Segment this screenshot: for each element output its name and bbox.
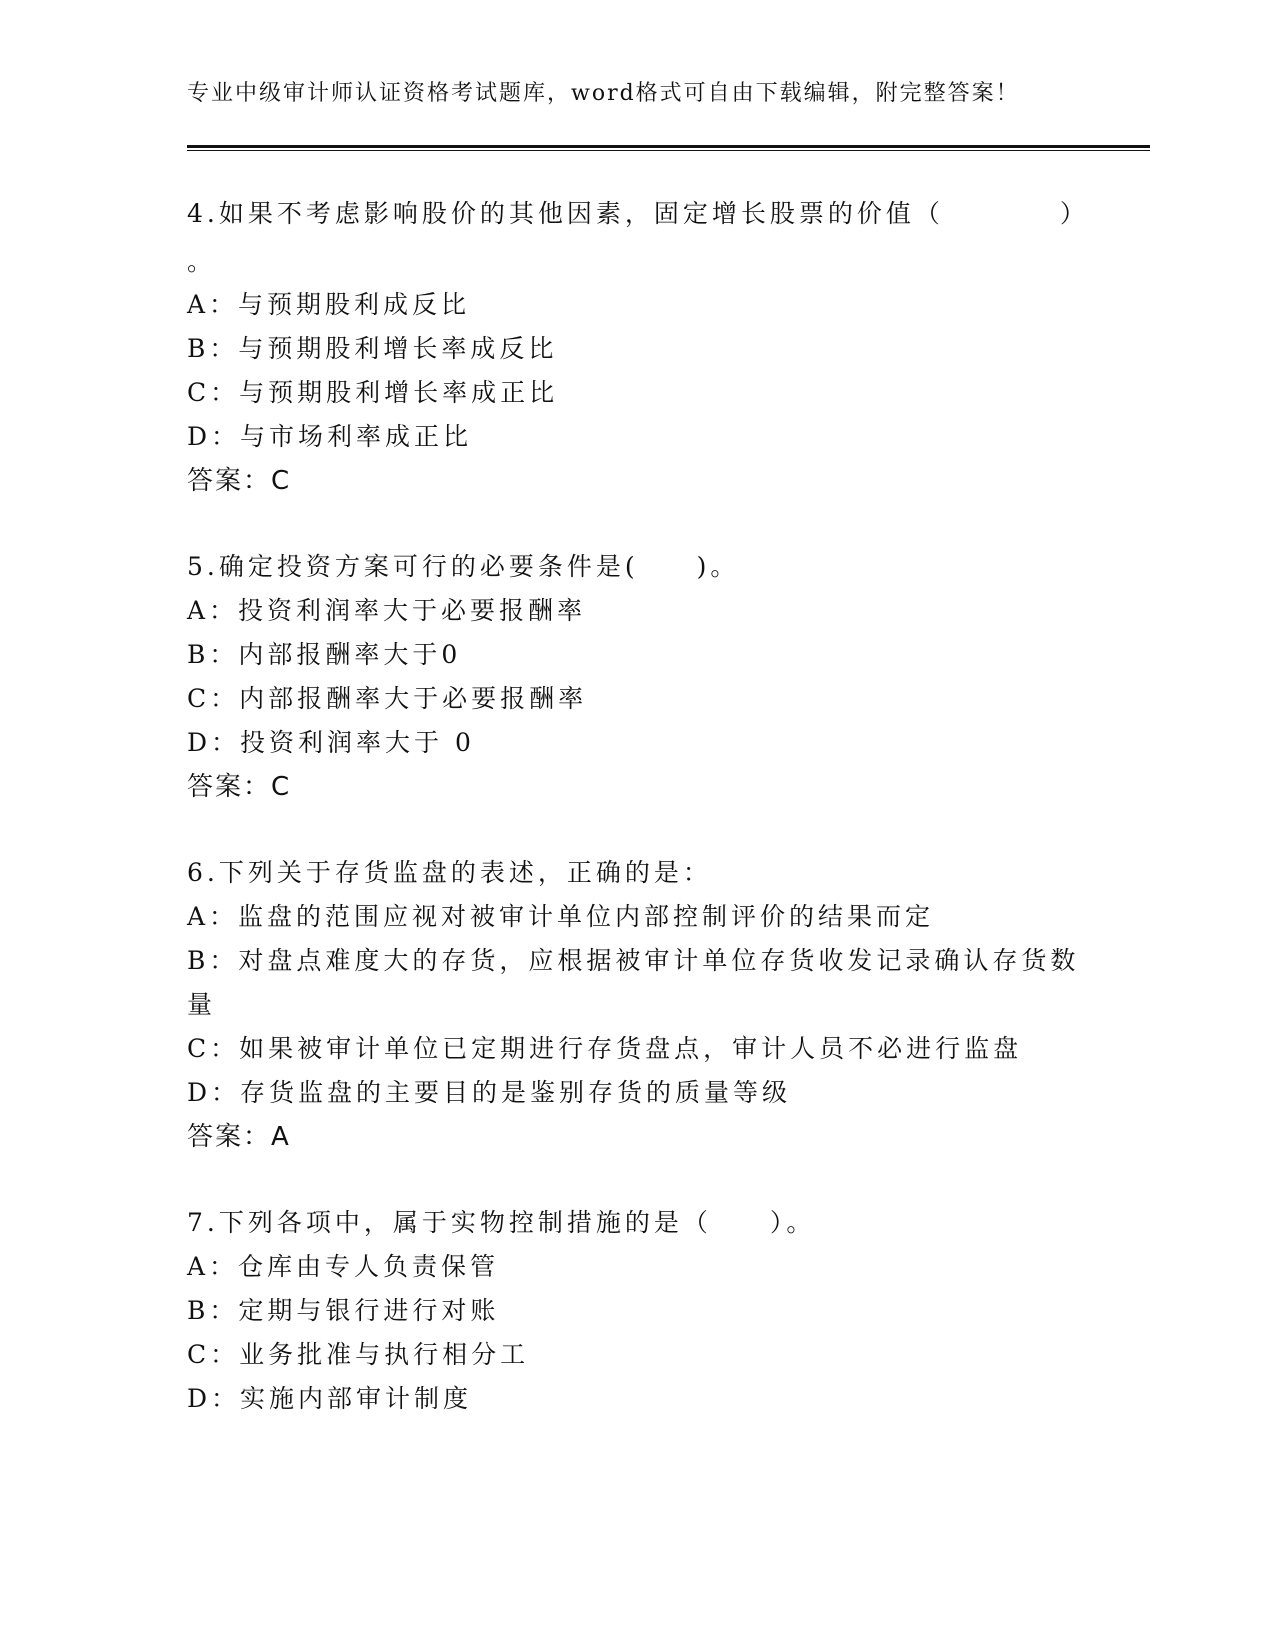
question-7-stem: 7.下列各项中，属于实物控制措施的是（ ）。 xyxy=(187,1208,816,1237)
question-6-option-b-continued: 量 xyxy=(187,990,217,1019)
question-7-option-a: A：仓库由专人负责保管 xyxy=(187,1252,500,1281)
question-6-option-a: A：监盘的范围应视对被审计单位内部控制评价的结果而定 xyxy=(187,902,935,931)
question-7-option-b: B：定期与银行进行对账 xyxy=(187,1296,500,1325)
question-6-stem: 6.下列关于存货监盘的表述，正确的是： xyxy=(187,858,712,887)
question-7-option-c: C：业务批准与执行相分工 xyxy=(187,1340,530,1369)
question-7-option-d: D：实施内部审计制度 xyxy=(187,1384,473,1413)
question-4-answer: 答案：C xyxy=(187,466,292,496)
question-5-answer: 答案：C xyxy=(187,772,292,802)
question-6-answer: 答案：A xyxy=(187,1122,291,1152)
question-4-option-a: A：与预期股利成反比 xyxy=(187,290,471,319)
question-6-option-c: C：如果被审计单位已定期进行存货盘点，审计人员不必进行监盘 xyxy=(187,1034,1023,1063)
question-6-option-d: D：存货监盘的主要目的是鉴别存货的质量等级 xyxy=(187,1078,792,1107)
question-4-option-c: C：与预期股利增长率成正比 xyxy=(187,378,559,407)
question-5-option-a: A：投资利润率大于必要报酬率 xyxy=(187,596,587,625)
question-4-stem: 4.如果不考虑影响股价的其他因素，固定增长股票的价值（ ） xyxy=(187,199,1089,228)
page-header: 专业中级审计师认证资格考试题库，word格式可自由下载编辑，附完整答案！ xyxy=(187,81,1020,106)
header-divider-thick xyxy=(187,145,1150,148)
question-5-stem: 5.确定投资方案可行的必要条件是( )。 xyxy=(187,552,740,581)
question-4-option-b: B：与预期股利增长率成反比 xyxy=(187,334,558,363)
question-5-option-c: C：内部报酬率大于必要报酬率 xyxy=(187,684,588,713)
question-5-option-b: B：内部报酬率大于0 xyxy=(187,640,462,669)
question-6-option-b: B：对盘点难度大的存货，应根据被审计单位存货收发记录确认存货数 xyxy=(187,946,1080,975)
question-5-option-d: D：投资利润率大于 0 xyxy=(187,728,475,757)
question-4-option-d: D：与市场利率成正比 xyxy=(187,422,473,451)
header-divider-thin xyxy=(187,150,1150,151)
question-4-stem-continued: 。 xyxy=(187,247,217,276)
